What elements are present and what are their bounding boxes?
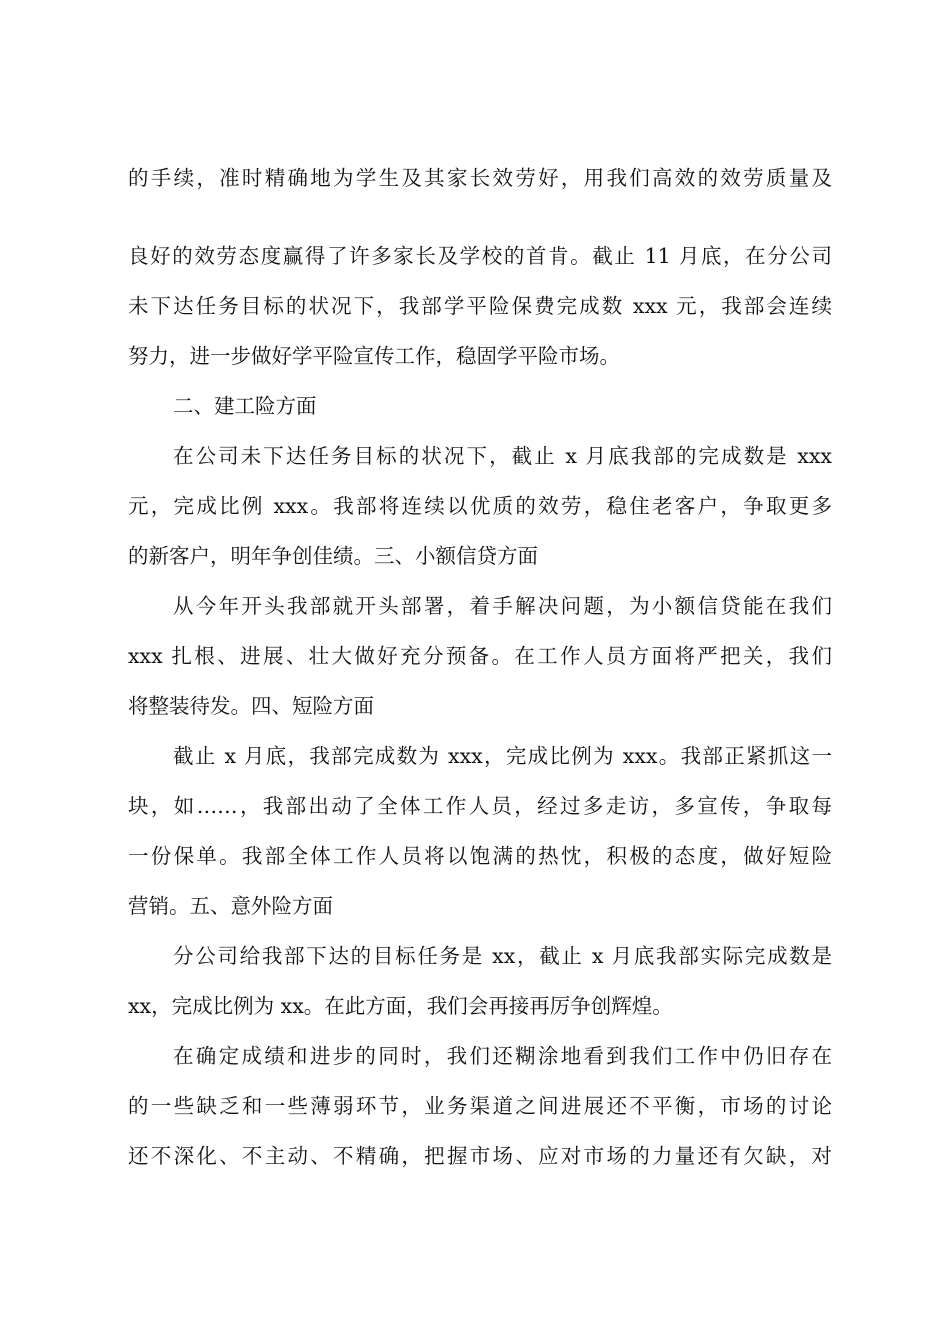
text-line: 努力，进一步做好学平险宣传工作，稳固学平险市场。 — [128, 344, 620, 368]
text-line: 良好的效劳态度赢得了许多家长及学校的首肯。截止 11 月底，在分公司 — [128, 244, 832, 268]
text-line: xxx 扎根、进展、壮大做好充分预备。在工作人员方面将严把关，我们 — [128, 644, 832, 668]
text-line: 块，如……，我部出动了全体工作人员，经过多走访，多宣传，争取每 — [128, 794, 832, 818]
text-line: 截止 x 月底，我部完成数为 xxx，完成比例为 xxx。我部正紧抓这一 — [173, 744, 832, 768]
text-line: 将整装待发。四、短险方面 — [128, 694, 374, 718]
text-line: 在确定成绩和进步的同时，我们还糊涂地看到我们工作中仍旧存在 — [173, 1044, 832, 1068]
text-line: 元，完成比例 xxx。我部将连续以优质的效劳，稳住老客户，争取更多 — [128, 494, 832, 518]
text-line: 的一些缺乏和一些薄弱环节，业务渠道之间进展还不平衡，市场的讨论 — [128, 1094, 832, 1118]
text-line: 从今年开头我部就开头部署，着手解决问题，为小额信贷能在我们 — [173, 594, 832, 618]
section-heading: 二、建工险方面 — [173, 394, 317, 418]
text-line: 还不深化、不主动、不精确，把握市场、应对市场的力量还有欠缺，对 — [128, 1144, 832, 1168]
text-line: 在公司未下达任务目标的状况下，截止 x 月底我部的完成数是 xxx — [173, 444, 832, 468]
text-line: xx，完成比例为 xx。在此方面，我们会再接再厉争创辉煌。 — [128, 994, 673, 1018]
text-line: 的新客户，明年争创佳绩。三、小额信贷方面 — [128, 544, 538, 568]
text-line: 营销。五、意外险方面 — [128, 894, 333, 918]
text-line: 未下达任务目标的状况下，我部学平险保费完成数 xxx 元，我部会连续 — [128, 294, 832, 318]
text-line: 分公司给我部下达的目标任务是 xx，截止 x 月底我部实际完成数是 — [173, 944, 832, 968]
text-line: 一份保单。我部全体工作人员将以饱满的热忱，积极的态度，做好短险 — [128, 844, 832, 868]
text-line: 的手续，准时精确地为学生及其家长效劳好，用我们高效的效劳质量及 — [128, 166, 832, 190]
